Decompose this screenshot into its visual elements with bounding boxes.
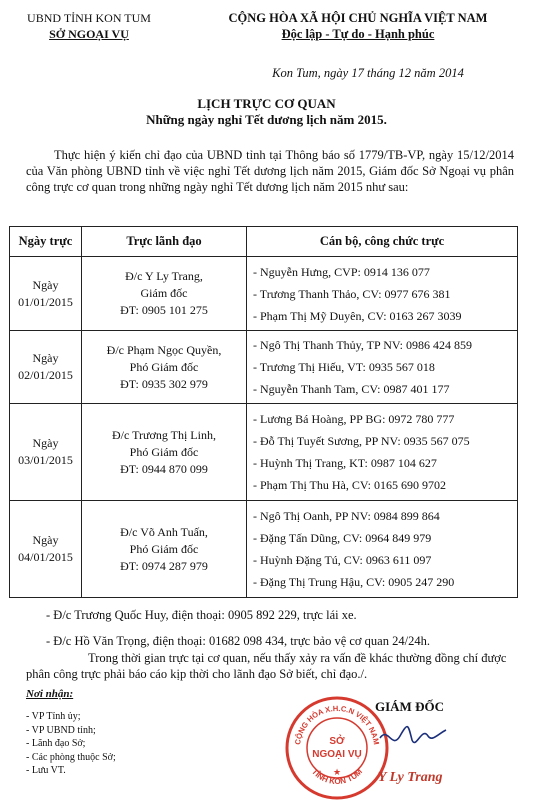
closing-paragraph: Trong thời gian trực tại cơ quan, nếu thấy xảy ra vấn đề khác thường đồng chí được phân công trực phải báo cáo kịp thời cho lãnh đạo Sở biết, chỉ đạo./. [26, 651, 507, 681]
staff-entry: - Nguyễn Hưng, CVP: 0914 136 077 [253, 264, 430, 279]
leader-name: Đ/c Phạm Ngọc Quyền, [106, 342, 222, 357]
recipients-title: Nơi nhận: [26, 688, 74, 700]
staff-entry: - Nguyễn Thanh Tam, CV: 0987 401 177 [253, 382, 450, 396]
national-motto: Độc lập - Tự do - Hạnh phúc [281, 27, 435, 41]
duty-staff [247, 331, 518, 404]
leader-name: Đ/c Y Ly Trang, [125, 269, 203, 283]
duty-leader [82, 257, 247, 331]
recipients-list [26, 710, 116, 778]
country-name: CỘNG HÒA XÃ HỘI CHỦ NGHĨA VIỆT NAM [228, 11, 488, 25]
org-parent: UBND TỈNH KON TUM [27, 11, 151, 25]
table-row [10, 331, 518, 404]
recipient-item: - VP UBND tỉnh; [26, 724, 96, 736]
staff-entry: - Ngô Thị Thanh Thủy, TP NV: 0986 424 859 [253, 338, 472, 352]
title-main: LỊCH TRỰC CƠ QUAN [197, 96, 336, 111]
duty-day [10, 257, 82, 331]
leader-phone: ĐT: 0905 101 275 [120, 303, 208, 317]
leader-name: Đ/c Võ Anh Tuấn, [120, 524, 208, 539]
duty-day [10, 404, 82, 501]
document-date: Kon Tum, ngày 17 tháng 12 năm 2014 [272, 66, 464, 80]
signer-name: Y Ly Trang [378, 770, 443, 785]
table-row [10, 257, 518, 331]
table-header-row [10, 227, 518, 257]
national-heading [198, 10, 518, 42]
staff-entry: - Trương Thanh Thảo, CV: 0977 676 381 [253, 286, 451, 301]
staff-entry: - Trương Thị Hiếu, VT: 0935 567 018 [253, 360, 435, 374]
document-title [0, 96, 533, 128]
duty-leader [82, 331, 247, 404]
staff-entry: - Phạm Thị Mỹ Duyên, CV: 0163 267 3039 [253, 308, 462, 323]
handwritten-signature [378, 716, 448, 756]
header-leader: Trực lãnh đạo [82, 227, 247, 257]
duty-staff [247, 257, 518, 331]
duty-staff [247, 501, 518, 598]
staff-entry: - Huỳnh Đặng Tú, CV: 0963 611 097 [253, 553, 432, 567]
leader-name: Đ/c Trương Thị Linh, [112, 427, 216, 442]
staff-entry: - Đặng Thị Trung Hậu, CV: 0905 247 290 [253, 575, 455, 589]
staff-entry: - Huỳnh Thị Trang, KT: 0987 104 627 [253, 456, 437, 470]
leader-title: Phó Giám đốc [129, 541, 199, 556]
leader-title: Phó Giám đốc [129, 359, 199, 374]
recipient-item: - VP Tỉnh ủy; [26, 711, 81, 722]
header-day: Ngày trực [10, 227, 82, 257]
table-row [10, 501, 518, 598]
stamp-center-text: NGOẠI VỤ [312, 749, 362, 760]
staff-entry: - Đỗ Thị Tuyết Sương, PP NV: 0935 567 075 [253, 434, 470, 448]
day-date: 02/01/2015 [18, 368, 73, 382]
leader-phone: ĐT: 0935 302 979 [120, 376, 208, 391]
staff-entry: - Đặng Tấn Dũng, CV: 0964 849 979 [253, 531, 432, 545]
duty-day [10, 331, 82, 404]
staff-entry: - Lương Bá Hoàng, PP BG: 0972 780 777 [253, 412, 455, 426]
duty-table [9, 226, 518, 598]
leader-phone: ĐT: 0974 287 979 [120, 558, 208, 573]
duty-staff [247, 404, 518, 501]
org-department: SỞ NGOẠI VỤ [49, 27, 129, 41]
stamp-bottom-text: TỈNH KON TUM [309, 767, 365, 787]
recipient-item: - Lãnh đạo Sở; [26, 738, 86, 749]
duty-leader [82, 404, 247, 501]
note-driver: - Đ/c Trương Quốc Huy, điện thoại: 0905 892 229, trực lái xe. [46, 608, 357, 622]
header-staff: Cán bộ, công chức trực [247, 227, 518, 257]
note-security: - Đ/c Hồ Văn Trọng, điện thoại: 01682 098 434, trực bảo vệ cơ quan 24/24h. [46, 634, 430, 648]
day-date: 04/01/2015 [18, 550, 73, 564]
day-label: Ngày [32, 533, 59, 547]
table-row [10, 404, 518, 501]
duty-day [10, 501, 82, 598]
duty-leader [82, 501, 247, 598]
intro-paragraph: Thực hiện ý kiến chỉ đạo của UBND tỉnh tại Thông báo số 1779/TB-VP, ngày 15/12/2014 của Văn phòng UBND tỉnh về việc nghỉ Tết dương lịch năm 2015, Giám đốc Sở Ngoại vụ phân công trực cơ quan trong những ngày nghỉ Tết dương lịch năm 2015 như sau: [26, 148, 514, 194]
title-sub: Những ngày nghỉ Tết dương lịch năm 2015. [146, 112, 387, 127]
day-label: Ngày [32, 277, 59, 292]
leader-phone: ĐT: 0944 870 099 [120, 461, 208, 476]
staff-entry: - Phạm Thị Thu Hà, CV: 0165 690 9702 [253, 478, 446, 492]
stamp-center-text: SỞ [329, 736, 345, 747]
issuing-organization [14, 10, 164, 42]
recipient-item: - Lưu VT. [26, 765, 66, 776]
day-date: 01/01/2015 [18, 294, 73, 309]
recipient-item: - Các phòng thuộc Sở; [26, 751, 116, 763]
star-icon: ★ [332, 767, 342, 777]
stamp-top-text: CỘNG HÒA X.H.C.N VIỆT NAM [293, 703, 381, 746]
signature-title: GIÁM ĐỐC [375, 699, 444, 714]
additional-duty-notes [46, 602, 516, 654]
day-date: 03/01/2015 [18, 453, 73, 467]
leader-title: Giám đốc [140, 286, 188, 300]
leader-title: Phó Giám đốc [129, 444, 199, 459]
staff-entry: - Ngô Thị Oanh, PP NV: 0984 899 864 [253, 509, 440, 523]
day-label: Ngày [32, 351, 59, 365]
day-label: Ngày [32, 436, 59, 450]
